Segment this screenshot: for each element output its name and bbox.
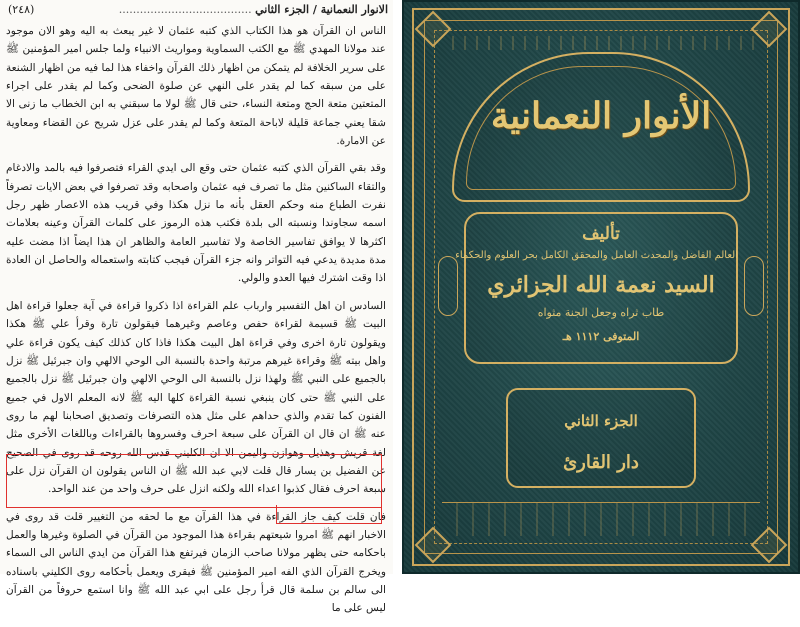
volume-panel <box>506 388 696 488</box>
paragraph: السادس ان اهل التفسير وارباب علم القراءة اذا ذكروا قراءة في آية جعلوا قراءة اهل البيت ﷺ قسيمة لقراءة حفص وعاصم وغيرهما فيقولون تارة وقرأ علي ﷺ هكذا ويقولون تارة اخرى وفي قراءة اهل البيت هكذا فاذا كان كذلك كيف يكون قراءة علي واهل بيته ﷺ وقراءة غيرهم مرتبة واحدة بالنسبة الى الوحي الالهي وان جبرئيل ﷺ نزل بالجميع على النبي ﷺ ولهذا نزل بالنسبة الى الوحي الالهي وان جبرئيل ﷺ نزل بالجميع على النبي ﷺ حتى كان ينبغي نسبة القراءة كلها اليه ﷺ لانه المعلم الاول في جميع الفنون كما تقدم والذي حداهم على مثل هذه التصرفات وتصديق اصحابنا لهم ما روى عنه ﷺ ان قال ان القرآن على سبعة احرف وفسروها بالقراءات وباللغات الأخرى مثل لغة قريش وهذيل وهوازن واليمن الا ان الكليني قدس الله روحه قد روى في الصحيح عن الفضيل بن يسار قال قلت لابي عبد الله ﷺ ان الناس يقولون ان القرآن نزل على سبعة احرف فقال كذبوا اعداء الله ولكنه انزل على حرف واحد من عند الواحد. <box>6 299 386 496</box>
author-heading: تأليف <box>582 224 620 244</box>
bottom-ornament-band <box>442 502 760 536</box>
paragraph: وقد بقي القرآن الذي كتبه عثمان حتى وقع الى ايدي القراء فتصرفوا فيه بالمد والادغام والتقاء الساكنين مثل ما تصرف فيه عثمان واصحابه وقد تصرفوا في بعض الايات تصرفاً نفرت الطباع منه وحكم العقل بأنه ما نزل هكذا وفي قريب هذه الاعصار ظهر رجل اسمه سجاوندا ونسبته الى بلدة فكتب هذه الرموز على كلمات القرآن وعينه بعلامات اكثرها لا يوافق تفاسير الخاصة ولا تفاسير العامة والظاهر ان هذا ايضاً اذا مضت عليه مدة مديدة يدعي فيه التواتر وانه جزء القرآن فيجب كتابته واستعماله والحاصل ان العادة اذا وقت اشترك فيها العدو والولي. <box>6 162 386 285</box>
volume-label: الجزء الثاني <box>564 412 638 430</box>
book-page-scan <box>0 0 393 615</box>
side-ornament <box>438 256 458 316</box>
page-body <box>6 22 386 627</box>
top-ornament-band <box>442 36 760 50</box>
page-number: (٢٤٨) <box>8 3 35 16</box>
author-death-date: المتوفى ١١١٢ هـ <box>562 330 640 343</box>
side-ornament <box>744 256 764 316</box>
author-description: العالم الفاضل والمحدث العامل والمحقق الكامل بحر العلوم والحكماء <box>455 250 738 261</box>
header-dots: ...................................... <box>118 3 252 16</box>
book-cover <box>402 0 800 574</box>
running-title: الانوار النعمانية / الجزء الثاني <box>255 3 388 16</box>
author-name: السيد نعمة الله الجزائري <box>487 272 715 298</box>
author-prayer: طاب ثراه وجعل الجنة مثواه <box>537 306 665 319</box>
paragraph: الناس ان القرآن هو هذا الكتاب الذي كتبه عثمان لا غير يبعث به اليه وهو الان موجود عند مولانا المهدي ﷺ مع الكتب السماوية ومواريث الانبياء ولما جلس امير المؤمنين ﷺ على سرير الخلافة لم يتمكن من اظهار ذلك القرآن واخفاء هذا لما فيه من اظهار الشنعة على من سبقه كما لم يقدر على النهي عن صلوة الضحى وكما لم يقدر على اجراء المتعتين متعة الحج ومتعة النساء، حتى قال ﷺ لولا ما سبقني به ابن الخطاب ما زنى الا شقا يعني جماعة قليلة لاباحة المتعة وكما لم يقدر على عزل شريح عن القضاء ومعاوية عن الامارة. <box>6 25 386 148</box>
paragraph: فان قلت كيف جاز القراءة في هذا القرآن مع ما لحقه من التغيير قلت قد روى في الاخبار انهم ﷺ امروا شيعتهم بقراءة هذا الموجود من القرآن في الصلوة وغيرها والعمل باحكامه حتى يظهر مولانا صاحب الزمان فيرتفع هذا القرآن من ايدي الناس الى السماء ويخرج القرآن الذي الفه امير المؤمنين ﷺ فيقرى ويعمل بأحكامه روى الكليني باسناده الى سالم بن سلمة قال قرأ رجل على ابي عبد الله ﷺ وانا استمع حروفاً من القرآن ليس على ما <box>6 510 386 615</box>
publisher-name: دار القارئ <box>563 452 639 473</box>
cover-title: الأنوار النعمانية <box>490 95 712 137</box>
page-header <box>8 3 388 23</box>
